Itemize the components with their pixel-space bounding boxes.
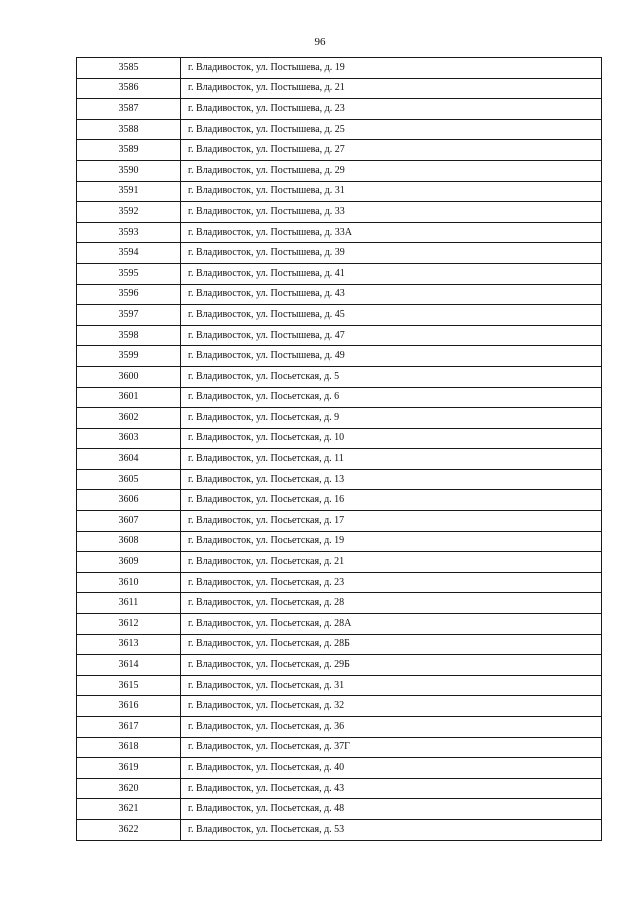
row-number: 3609 [77,552,181,573]
row-number: 3588 [77,119,181,140]
row-address: г. Владивосток, ул. Постышева, д. 21 [181,78,602,99]
row-number: 3585 [77,58,181,79]
row-address: г. Владивосток, ул. Постышева, д. 27 [181,140,602,161]
table-row [77,78,602,99]
table-row [77,614,602,635]
row-address: г. Владивосток, ул. Посьетская, д. 13 [181,469,602,490]
address-table-body [77,58,602,841]
row-address: г. Владивосток, ул. Посьетская, д. 17 [181,511,602,532]
table-row [77,58,602,79]
table-row [77,99,602,120]
row-address: г. Владивосток, ул. Постышева, д. 45 [181,305,602,326]
row-number: 3587 [77,99,181,120]
row-address: г. Владивосток, ул. Посьетская, д. 31 [181,675,602,696]
row-address: г. Владивосток, ул. Постышева, д. 39 [181,243,602,264]
row-number: 3586 [77,78,181,99]
table-row [77,799,602,820]
table-row [77,387,602,408]
table-row [77,325,602,346]
row-number: 3613 [77,634,181,655]
row-number: 3610 [77,572,181,593]
row-number: 3590 [77,160,181,181]
row-address: г. Владивосток, ул. Посьетская, д. 43 [181,778,602,799]
row-address: г. Владивосток, ул. Постышева, д. 31 [181,181,602,202]
row-number: 3606 [77,490,181,511]
row-address: г. Владивосток, ул. Посьетская, д. 28Б [181,634,602,655]
row-address: г. Владивосток, ул. Постышева, д. 29 [181,160,602,181]
row-address: г. Владивосток, ул. Посьетская, д. 37Г [181,737,602,758]
row-number: 3607 [77,511,181,532]
row-number: 3595 [77,263,181,284]
row-number: 3602 [77,408,181,429]
row-address: г. Владивосток, ул. Постышева, д. 25 [181,119,602,140]
row-address: г. Владивосток, ул. Посьетская, д. 19 [181,531,602,552]
table-row [77,366,602,387]
table-row [77,202,602,223]
table-row [77,222,602,243]
row-address: г. Владивосток, ул. Постышева, д. 23 [181,99,602,120]
row-number: 3594 [77,243,181,264]
row-address: г. Владивосток, ул. Посьетская, д. 21 [181,552,602,573]
row-number: 3603 [77,428,181,449]
row-number: 3621 [77,799,181,820]
row-number: 3611 [77,593,181,614]
table-row [77,449,602,470]
row-address: г. Владивосток, ул. Постышева, д. 33А [181,222,602,243]
row-address: г. Владивосток, ул. Посьетская, д. 48 [181,799,602,820]
row-address: г. Владивосток, ул. Постышева, д. 41 [181,263,602,284]
row-address: г. Владивосток, ул. Постышева, д. 33 [181,202,602,223]
table-row [77,531,602,552]
row-address: г. Владивосток, ул. Посьетская, д. 32 [181,696,602,717]
table-row [77,263,602,284]
address-table [76,57,602,841]
table-row [77,160,602,181]
table-row [77,243,602,264]
table-row [77,140,602,161]
row-address: г. Владивосток, ул. Посьетская, д. 5 [181,366,602,387]
row-number: 3600 [77,366,181,387]
row-address: г. Владивосток, ул. Посьетская, д. 36 [181,717,602,738]
row-address: г. Владивосток, ул. Посьетская, д. 9 [181,408,602,429]
table-row [77,552,602,573]
row-number: 3615 [77,675,181,696]
row-address: г. Владивосток, ул. Посьетская, д. 29Б [181,655,602,676]
table-row [77,284,602,305]
row-number: 3597 [77,305,181,326]
row-address: г. Владивосток, ул. Посьетская, д. 6 [181,387,602,408]
table-row [77,119,602,140]
row-address: г. Владивосток, ул. Посьетская, д. 28А [181,614,602,635]
table-row [77,181,602,202]
table-row [77,490,602,511]
row-number: 3617 [77,717,181,738]
table-row [77,572,602,593]
table-row [77,778,602,799]
row-number: 3593 [77,222,181,243]
table-row [77,408,602,429]
row-number: 3601 [77,387,181,408]
row-address: г. Владивосток, ул. Посьетская, д. 28 [181,593,602,614]
row-number: 3620 [77,778,181,799]
table-row [77,675,602,696]
row-number: 3619 [77,758,181,779]
row-number: 3592 [77,202,181,223]
row-address: г. Владивосток, ул. Постышева, д. 19 [181,58,602,79]
table-row [77,758,602,779]
row-number: 3589 [77,140,181,161]
row-address: г. Владивосток, ул. Постышева, д. 43 [181,284,602,305]
table-row [77,819,602,840]
row-address: г. Владивосток, ул. Посьетская, д. 53 [181,819,602,840]
row-number: 3605 [77,469,181,490]
table-row [77,655,602,676]
table-row [77,305,602,326]
row-address: г. Владивосток, ул. Посьетская, д. 40 [181,758,602,779]
table-row [77,346,602,367]
table-row [77,717,602,738]
row-number: 3591 [77,181,181,202]
table-row [77,511,602,532]
row-address: г. Владивосток, ул. Посьетская, д. 23 [181,572,602,593]
row-number: 3618 [77,737,181,758]
row-number: 3612 [77,614,181,635]
table-row [77,634,602,655]
row-number: 3616 [77,696,181,717]
row-address: г. Владивосток, ул. Посьетская, д. 11 [181,449,602,470]
page-number: 96 [314,36,326,48]
row-address: г. Владивосток, ул. Постышева, д. 47 [181,325,602,346]
row-number: 3604 [77,449,181,470]
table-row [77,469,602,490]
row-number: 3622 [77,819,181,840]
table-row [77,428,602,449]
row-number: 3596 [77,284,181,305]
row-address: г. Владивосток, ул. Посьетская, д. 10 [181,428,602,449]
table-row [77,737,602,758]
row-number: 3598 [77,325,181,346]
row-address: г. Владивосток, ул. Постышева, д. 49 [181,346,602,367]
row-number: 3608 [77,531,181,552]
table-row [77,696,602,717]
row-number: 3599 [77,346,181,367]
row-number: 3614 [77,655,181,676]
row-address: г. Владивосток, ул. Посьетская, д. 16 [181,490,602,511]
table-row [77,593,602,614]
